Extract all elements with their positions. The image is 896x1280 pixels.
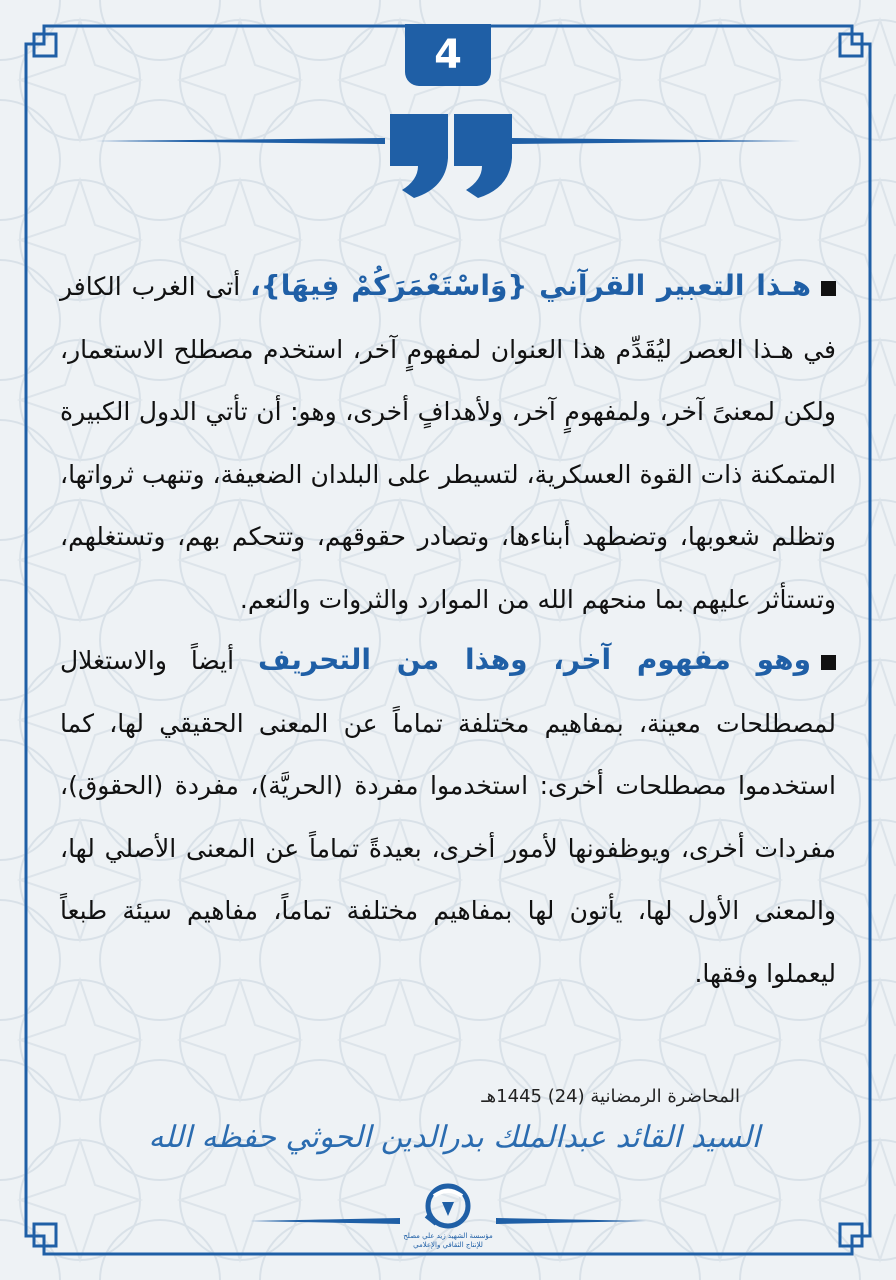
paragraph-1-text: أتى الغرب الكافر في هـذا العصر ليُقَدِّم هذا العنوان لمفهومٍ آخر، استخدم مصطلح الاستعمار، ولكن لمعنىً آخر، ولمفهومٍ آخر، ولأهدافٍ أخرى، وهو: أن تأتي الدول الكبيرة المتمكنة ذات القوة العسكرية، لتسيطر على البلدان الضعيفة، وتنهب ثرواتها، وتظلم شعوبها، وتضطهد أبناءها، وتصادر حقوقهم، وتتحكم بهم، وتستغلهم، وتستأثر عليهم بما منحهم الله من الموارد والثروات والنعم. xyxy=(60,272,836,614)
article-body xyxy=(60,255,836,1005)
logo-caption-line1: مؤسسة الشهيد زيد علي مصلح xyxy=(403,1232,493,1240)
lecture-citation: المحاضرة الرمضانية (24) 1445هـ xyxy=(481,1086,740,1107)
page-number-tab: 4 xyxy=(405,24,491,86)
quote-mark-icon xyxy=(0,0,896,220)
logo-caption xyxy=(380,1232,516,1250)
bullet-icon xyxy=(821,655,836,670)
paragraph-2-text: أيضاً والاستغلال لمصطلحات معينة، بمفاهيم مختلفة تماماً عن المعنى الحقيقي لها، كما استخدموا مصطلحات أخرى: استخدموا مفردة (الحريَّة)، مفردة (الحقوق)، مفردات أخرى، ويوظفونها لأمور أخرى، بعيدةً تماماً عن المعنى الأصلي لها، والمعنى الأول لها، يأتون لها بمفاهيم مختلفة تماماً، مفاهيم سيئة طبعاً ليعملوا وفقها. xyxy=(60,646,836,988)
logo-caption-line2: للإنتاج الثقافي والإعلامي xyxy=(413,1241,483,1249)
paragraph-2 xyxy=(60,629,836,1005)
author-signature: السيد القائد عبدالملك بدرالدين الحوثي حفظه الله xyxy=(148,1120,760,1155)
paragraph-1-highlight: هـذا التعبير القرآني {وَاسْتَعْمَرَكُمْ فِيهَا}، xyxy=(250,269,811,302)
paragraph-1 xyxy=(60,255,836,631)
bullet-icon xyxy=(821,281,836,296)
paragraph-2-highlight: وهو مفهوم آخر، وهذا من التحريف xyxy=(257,643,811,676)
foundation-logo-icon xyxy=(408,1182,488,1232)
